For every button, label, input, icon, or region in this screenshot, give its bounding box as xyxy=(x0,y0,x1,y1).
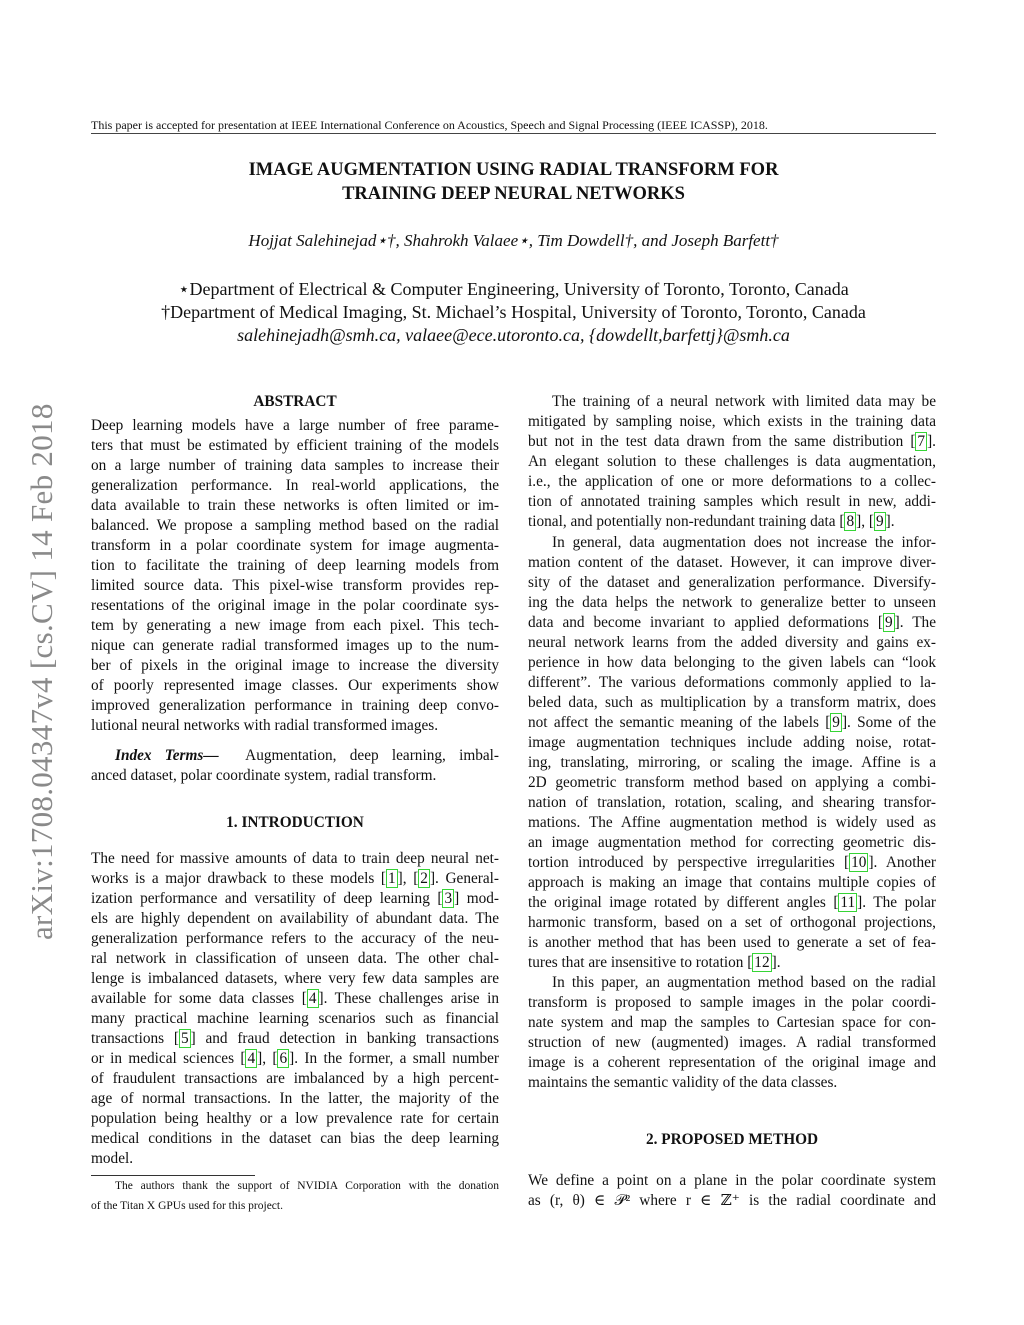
text-line: beled data, such as multiplication by a transform matrix, does xyxy=(528,694,936,711)
text-line: balanced. We propose a sampling method based on the radial xyxy=(91,517,499,534)
citation-link[interactable]: 9 xyxy=(884,614,893,631)
text-line: anced dataset, polar coordinate system, radial transform. xyxy=(91,767,437,784)
citation-link[interactable]: 6 xyxy=(279,1050,288,1067)
text-line: improved generalization performance in training deep convo- xyxy=(91,697,499,714)
text-line: population being healthy or a low prevalence rate for certain xyxy=(91,1110,499,1127)
text-line: nation of translation, rotation, scaling, and shearing transfor- xyxy=(528,794,936,811)
citation-link[interactable]: 5 xyxy=(180,1030,189,1047)
text-line: image is a coherent representation of the original image and xyxy=(528,1054,936,1071)
text-line: ization performance and versatility of deep learning [ 3 ] mod- xyxy=(91,890,499,907)
text-line: 2D geometric transform method based on applying a combi- xyxy=(528,774,936,791)
text-line: many practical machine learning scenarios such as financial xyxy=(91,1010,499,1027)
text-line: tion of annotated training samples which result in new, addi- xyxy=(528,493,936,510)
text-line: data available to train these networks is often limited or im- xyxy=(91,497,499,514)
text-line: i.e., the application of one or more deformations to a collec- xyxy=(528,473,936,490)
emails: salehinejadh@smh.ca, valaee@ece.utoronto.ca, {dowdellt,barfettj}@smh.ca xyxy=(237,325,790,345)
text-line: available for some data classes [ 4 ]. These challenges arise in xyxy=(91,990,499,1007)
text-line: age of normal transactions. In the latter, the majority of the xyxy=(91,1090,499,1107)
text-line: maintains the semantic validity of the data classes. xyxy=(528,1074,838,1091)
text-line: works is a major drawback to these models [ 1 ], [ 2 ]. General- xyxy=(91,870,499,887)
text-line: struction of new (augmented) images. A radial transformed xyxy=(528,1034,936,1051)
text-line: mations. The Affine augmentation method is widely used as xyxy=(528,814,936,831)
citation-link[interactable]: 9 xyxy=(832,714,840,731)
text-line xyxy=(91,746,499,766)
abstract-body xyxy=(91,416,499,736)
citation-link[interactable]: 2 xyxy=(420,870,428,887)
text-line: ber of pixels in the original image to increase the diversity xyxy=(91,657,499,674)
text-line: neural network learns from the added diversity and gains ex- xyxy=(528,634,936,651)
text-line: is another method that has been used to generate a set of fea- xyxy=(528,934,936,951)
text-line: mitigated by sampling noise, which exists in the training data xyxy=(528,413,936,430)
affiliation: ⋆Department of Electrical & Computer Engineering, University of Toronto, Toronto, Canada xyxy=(178,279,849,299)
text-line: The training of a neural network with limited data may be xyxy=(552,393,936,410)
citation-link[interactable]: 8 xyxy=(846,513,855,530)
text-line: mation content of the dataset. However, it can improve diver- xyxy=(528,554,936,571)
conference-note: This paper is accepted for presentation at IEEE International Conference on Acoustics, Speech and Signal Processing (IEEE ICASSP), 2018. xyxy=(91,118,768,132)
text-line: on a large number of training data samples to increase their xyxy=(91,457,499,474)
text-line: Augmentation, deep learning, imbal- xyxy=(245,747,500,764)
text-line: of the Titan X GPUs used for this project. xyxy=(91,1200,283,1212)
text-line: sity of the dataset and generalization performance. Diversify- xyxy=(528,574,936,591)
text-line: generalization performance refers to the accuracy of the neu- xyxy=(91,930,499,947)
citation-link[interactable]: 1 xyxy=(388,870,396,887)
citation-link[interactable]: 3 xyxy=(444,890,453,907)
intro-heading xyxy=(91,813,499,833)
text-line: tem by generating a new image from each pixel. This tech- xyxy=(91,617,499,634)
text-line: the original image rotated by different angles [ 11 ]. The polar xyxy=(528,894,936,911)
text-line: tortion introduced by perspective irregularities [ 10 ]. Another xyxy=(528,854,936,871)
affiliation: †Department of Medical Imaging, St. Michael’s Hospital, University of Toronto, Toronto, Canada xyxy=(161,302,866,322)
text-line: In this paper, an augmentation method based on the radial xyxy=(552,974,936,991)
arxiv-identifier: arXiv:1708.04347v4 [cs.CV] 14 Feb 2018 xyxy=(24,403,59,940)
text-line: an image augmentation method for correcting geometric dis- xyxy=(528,834,936,851)
paragraph xyxy=(528,1171,936,1211)
text-line: not affect the semantic meaning of the labels [ 9 ]. Some of the xyxy=(528,714,936,731)
text-line: ters that must be estimated by efficient training of the models xyxy=(91,437,499,454)
paragraph xyxy=(528,392,936,532)
affiliations xyxy=(91,278,936,347)
text-line: transform in a polar coordinate system for image augmenta- xyxy=(91,537,499,554)
section-heading: 2. PROPOSED METHOD xyxy=(645,1131,819,1148)
method-heading xyxy=(528,1130,936,1150)
text-line: perience in how data belonging to the given labels can “look xyxy=(528,654,936,671)
text-line: approach is making an image that contains multiple copies of xyxy=(528,874,936,891)
footnote xyxy=(91,1179,499,1219)
citation-link[interactable]: 10 xyxy=(851,854,867,871)
text-line: ing the data helps the network to generalize better to unseen xyxy=(528,594,936,611)
citation-link[interactable]: 9 xyxy=(875,513,884,530)
authors: Hojjat Salehinejad⋆†, Shahrokh Valaee⋆, Tim Dowdell†, and Joseph Barfett† xyxy=(248,231,779,250)
text-line: tional, and potentially non-redundant training data [ 8 ], [ 9 ]. xyxy=(528,513,895,530)
text-line: or in medical sciences [ 4 ], [ 6 ]. In the former, a small number xyxy=(91,1050,499,1067)
intro-body xyxy=(91,849,499,1169)
paper-title xyxy=(91,158,936,206)
header-rule xyxy=(91,133,936,134)
citation-link[interactable]: 4 xyxy=(308,990,317,1007)
text-line: resentations of the original image in the polar coordinate sys- xyxy=(91,597,499,614)
citation-link[interactable]: 11 xyxy=(840,894,856,911)
citation-link[interactable]: 12 xyxy=(754,954,770,971)
text-line: different”. The various deformations commonly applied to la- xyxy=(528,674,936,691)
paragraph xyxy=(528,973,936,1093)
text-line: as (r, θ) ∈ 𝒫² where r ∈ ℤ⁺ is the radial coordinate and xyxy=(528,1192,936,1209)
text-line: harmonic transform, based on a set of orthogonal projections, xyxy=(528,914,936,931)
text-line: of poorly represented image classes. Our experiments show xyxy=(91,677,499,694)
citation-link[interactable]: 4 xyxy=(247,1050,256,1067)
paragraph xyxy=(528,533,936,973)
text-line: ral network in classification of unseen data. The other chal- xyxy=(91,950,499,967)
text-line: nate system and map the samples to Cartesian space for con- xyxy=(528,1014,936,1031)
text-line: Deep learning models have a large number of free parame- xyxy=(91,417,499,434)
text-line: medical conditions in the dataset can bias the deep learning xyxy=(91,1130,499,1147)
text-line: data and become invariant to applied deformations [ 9 ]. The xyxy=(528,614,936,631)
abstract-heading xyxy=(91,392,499,412)
index-terms xyxy=(91,746,499,786)
text-line: The authors thank the support of NVIDIA Corporation with the donation xyxy=(115,1180,499,1192)
title-line: TRAINING DEEP NEURAL NETWORKS xyxy=(342,184,685,204)
text-line: image augmentation techniques include adding noise, rotat- xyxy=(528,734,936,751)
text-line: model. xyxy=(91,1150,134,1167)
text-line: but not in the test data drawn from the same distribution [ 7 ]. xyxy=(528,433,936,450)
text-line: lenge is imbalanced datasets, where very few data samples are xyxy=(91,970,499,987)
text-line: In general, data augmentation does not increase the infor- xyxy=(552,534,936,551)
text-line: els are highly dependent on availability of abundant data. The xyxy=(91,910,499,927)
text-line: transactions [ 5 ] and fraud detection in banking transactions xyxy=(91,1030,499,1047)
section-heading: ABSTRACT xyxy=(253,393,337,410)
text-line: tures that are insensitive to rotation [ 12 ]. xyxy=(528,954,781,971)
citation-link[interactable]: 7 xyxy=(917,433,926,450)
text-line: tion to facilitate the training of deep learning models from xyxy=(91,557,499,574)
text-line: The need for massive amounts of data to train deep neural net- xyxy=(91,850,499,867)
footnote-rule xyxy=(91,1175,255,1176)
text-line: generalization performance. In real-world applications, the xyxy=(91,477,499,494)
text-line: limited source data. This pixel-wise transform provides rep- xyxy=(91,577,499,594)
title-line: IMAGE AUGMENTATION USING RADIAL TRANSFORM FOR xyxy=(248,160,779,180)
text-line: lutional neural networks with radial transformed images. xyxy=(91,717,439,734)
text-line: of fraudulent transactions are imbalanced by a high percent- xyxy=(91,1070,499,1087)
text-line: transform is proposed to sample images in the polar coordi- xyxy=(528,994,936,1011)
section-heading: 1. INTRODUCTION xyxy=(226,814,364,831)
text-line: ing, translating, mirroring, or scaling the image. Affine is a xyxy=(528,754,936,771)
text-line: We define a point on a plane in the polar coordinate system xyxy=(528,1172,936,1189)
index-terms-label: Index Terms— xyxy=(115,747,219,764)
text-line: nique can generate radial transformed images up to the num- xyxy=(91,637,499,654)
text-line: An elegant solution to these challenges is data augmentation, xyxy=(528,453,936,470)
